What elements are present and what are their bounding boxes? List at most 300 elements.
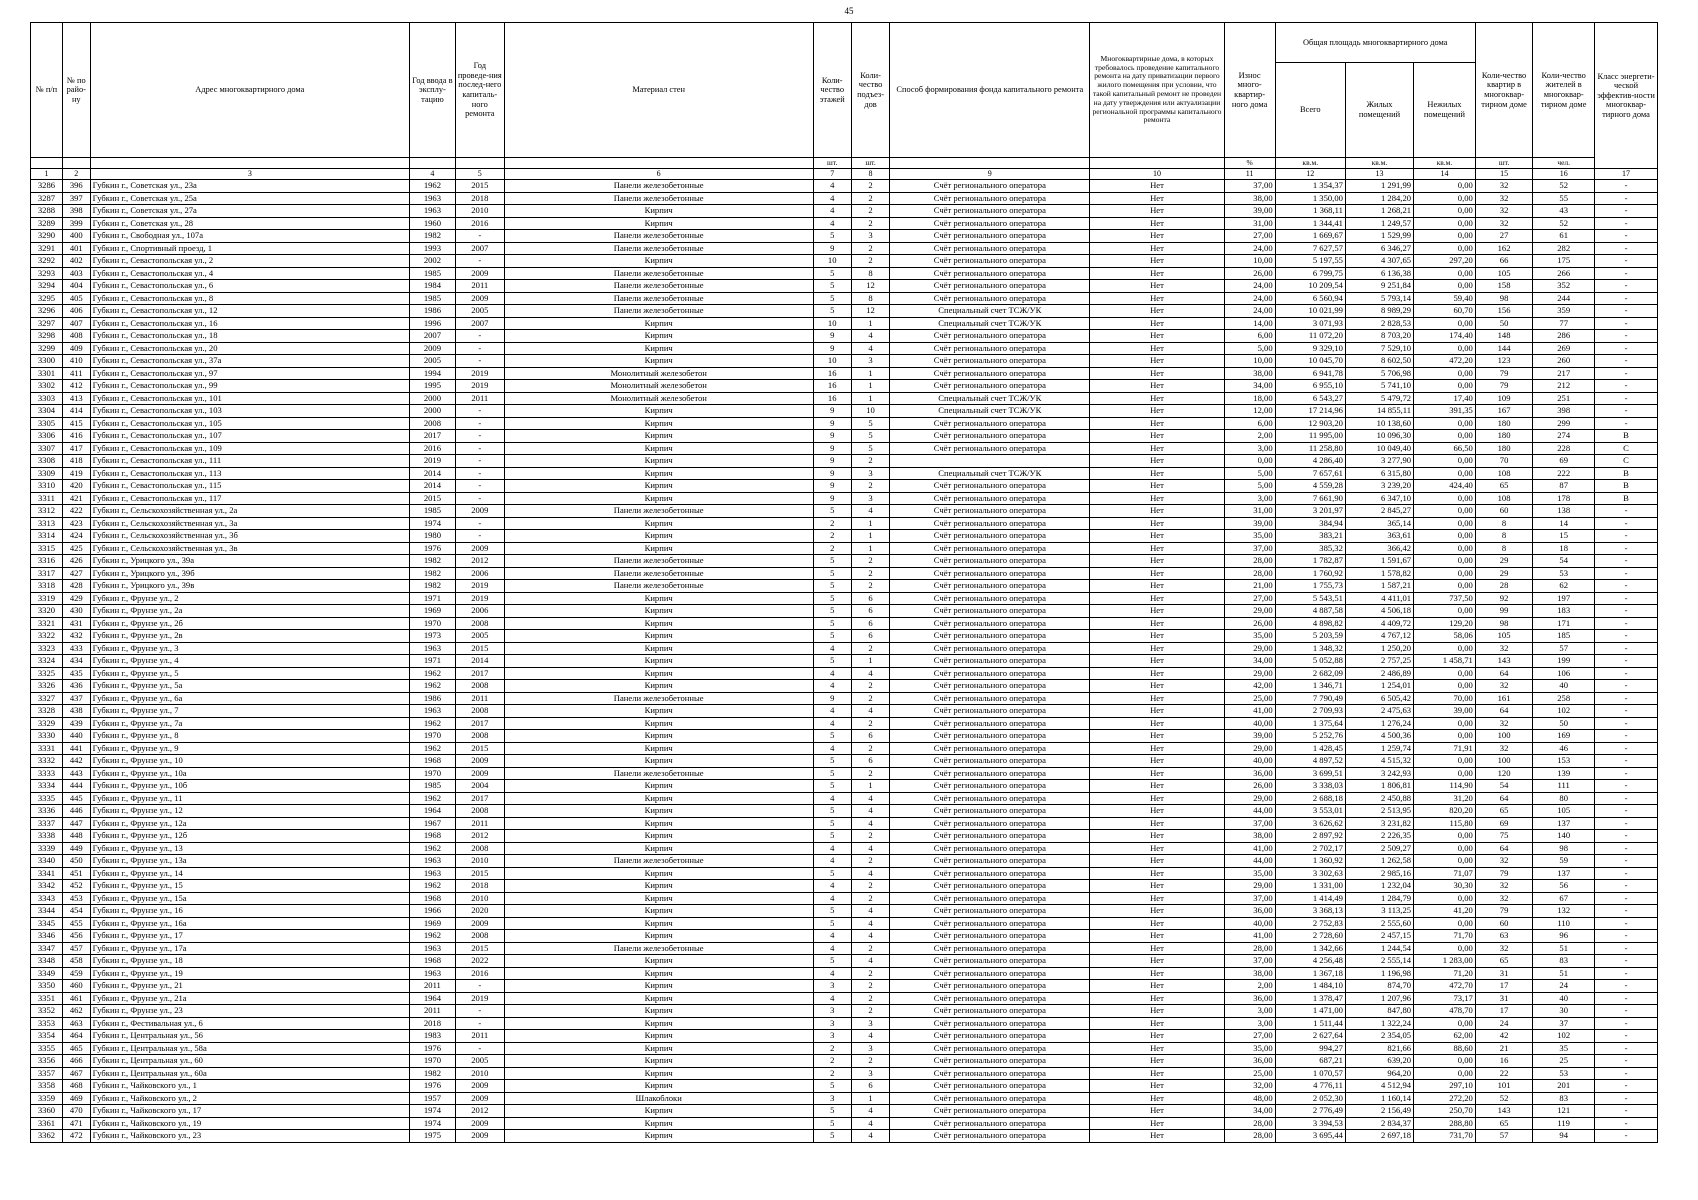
table-row: [31, 755, 1658, 768]
cell-wall-material: Кирпич: [504, 680, 813, 693]
cell-row-number: 3346: [31, 930, 63, 943]
cell-residents: 260: [1533, 355, 1595, 368]
cell-district-number: 471: [62, 1117, 90, 1130]
cell-district-number: 450: [62, 855, 90, 868]
cell-district-number: 468: [62, 1080, 90, 1093]
cell-area-residential: 1 232,04: [1345, 880, 1413, 893]
cell-area-residential: 4 307,65: [1345, 255, 1413, 268]
cell-apartments: 32: [1475, 855, 1532, 868]
cell-wear: 10,00: [1224, 255, 1275, 268]
cell-repair-required: Нет: [1090, 267, 1224, 280]
cell-fund-method: Счёт регионального оператора: [890, 217, 1090, 230]
cell-address: Губкин г., Фестивальная ул., 6: [90, 1017, 409, 1030]
cell-floors: 3: [813, 1092, 851, 1105]
cell-apartments: 92: [1475, 592, 1532, 605]
cell-wall-material: Панели железобетонные: [504, 855, 813, 868]
cell-floors: 5: [813, 767, 851, 780]
cell-wall-material: Кирпич: [504, 742, 813, 755]
cell-area-residential: 3 242,93: [1345, 767, 1413, 780]
cell-apartments: 64: [1475, 667, 1532, 680]
cell-year-built: 1962: [410, 880, 456, 893]
cell-floors: 4: [813, 642, 851, 655]
cell-wall-material: Монолитный железобетон: [504, 367, 813, 380]
unit-entrances: шт.: [851, 158, 889, 169]
cell-repair-required: Нет: [1090, 855, 1224, 868]
cell-wall-material: Кирпич: [504, 1042, 813, 1055]
cell-energy-class: -: [1595, 255, 1658, 268]
cell-district-number: 470: [62, 1105, 90, 1118]
cell-wall-material: Кирпич: [504, 1030, 813, 1043]
cell-wall-material: Монолитный железобетон: [504, 392, 813, 405]
cell-district-number: 447: [62, 817, 90, 830]
cell-energy-class: -: [1595, 505, 1658, 518]
cell-residents: 138: [1533, 505, 1595, 518]
cell-area-residential: 2 985,16: [1345, 867, 1413, 880]
cell-floors: 4: [813, 192, 851, 205]
cell-last-repair-year: 2009: [455, 267, 504, 280]
cell-wear: 26,00: [1224, 617, 1275, 630]
header-repair-required: Многоквартирные дома, в которых требовалось проведение капитального ремонта на дату приватизации первого жилого помещения при условии, что такой капитальный ремонт не проведен на дату утверждения или актуализации региональной программы капитального ремонта: [1090, 23, 1224, 158]
cell-residents: 18: [1533, 542, 1595, 555]
cell-floors: 5: [813, 755, 851, 768]
cell-area-total: 2 052,30: [1275, 1092, 1345, 1105]
cell-repair-required: Нет: [1090, 367, 1224, 380]
cell-entrances: 4: [851, 842, 889, 855]
cell-wear: 35,00: [1224, 630, 1275, 643]
cell-energy-class: -: [1595, 280, 1658, 293]
cell-energy-class: -: [1595, 1117, 1658, 1130]
cell-fund-method: Специальный счет ТСЖ/УК: [890, 392, 1090, 405]
cell-year-built: 1968: [410, 955, 456, 968]
cell-area-nonresidential: 272,20: [1414, 1092, 1476, 1105]
cell-address: Губкин г., Фрунзе ул., 23: [90, 1005, 409, 1018]
cell-repair-required: Нет: [1090, 642, 1224, 655]
cell-area-nonresidential: 0,00: [1414, 555, 1476, 568]
cell-floors: 9: [813, 330, 851, 343]
table-row: [31, 392, 1658, 405]
cell-last-repair-year: -: [455, 480, 504, 493]
cell-floors: 4: [813, 717, 851, 730]
cell-repair-required: Нет: [1090, 1080, 1224, 1093]
cell-district-number: 404: [62, 280, 90, 293]
cell-wall-material: Панели железобетонные: [504, 242, 813, 255]
cell-energy-class: -: [1595, 230, 1658, 243]
cell-area-nonresidential: 1 458,71: [1414, 655, 1476, 668]
cell-area-total: 1 346,71: [1275, 680, 1345, 693]
cell-residents: 132: [1533, 905, 1595, 918]
table-row: [31, 942, 1658, 955]
cell-address: Губкин г., Севастопольская ул., 2: [90, 255, 409, 268]
cell-last-repair-year: 2008: [455, 617, 504, 630]
cell-area-nonresidential: 70,00: [1414, 692, 1476, 705]
cell-area-residential: 6 505,42: [1345, 692, 1413, 705]
cell-residents: 40: [1533, 992, 1595, 1005]
cell-row-number: 3354: [31, 1030, 63, 1043]
cell-floors: 4: [813, 705, 851, 718]
cell-district-number: 459: [62, 967, 90, 980]
cell-wear: 24,00: [1224, 242, 1275, 255]
cell-wear: 36,00: [1224, 1055, 1275, 1068]
cell-fund-method: Счёт регионального оператора: [890, 717, 1090, 730]
cell-residents: 25: [1533, 1055, 1595, 1068]
cell-row-number: 3318: [31, 580, 63, 593]
cell-residents: 222: [1533, 467, 1595, 480]
cell-energy-class: -: [1595, 830, 1658, 843]
cell-district-number: 438: [62, 705, 90, 718]
cell-apartments: 27: [1475, 230, 1532, 243]
cell-entrances: 6: [851, 1080, 889, 1093]
cell-wear: 39,00: [1224, 517, 1275, 530]
cell-residents: 111: [1533, 780, 1595, 793]
cell-energy-class: -: [1595, 1030, 1658, 1043]
cell-wear: 29,00: [1224, 605, 1275, 618]
header-area-group: Общая площадь многоквартирного дома: [1275, 23, 1475, 63]
column-number: 13: [1345, 169, 1413, 180]
cell-area-nonresidential: 0,00: [1414, 467, 1476, 480]
header-column-numbers-row: [31, 169, 1658, 180]
cell-entrances: 5: [851, 442, 889, 455]
cell-year-built: 1962: [410, 742, 456, 755]
cell-repair-required: Нет: [1090, 1130, 1224, 1143]
cell-repair-required: Нет: [1090, 1067, 1224, 1080]
cell-district-number: 406: [62, 305, 90, 318]
cell-apartments: 79: [1475, 905, 1532, 918]
cell-fund-method: Счёт регионального оператора: [890, 892, 1090, 905]
cell-energy-class: -: [1595, 605, 1658, 618]
cell-repair-required: Нет: [1090, 430, 1224, 443]
cell-area-nonresidential: 0,00: [1414, 542, 1476, 555]
cell-wear: 5,00: [1224, 342, 1275, 355]
cell-row-number: 3342: [31, 880, 63, 893]
cell-entrances: 3: [851, 492, 889, 505]
cell-year-built: 1982: [410, 1067, 456, 1080]
table-row: [31, 967, 1658, 980]
cell-floors: 2: [813, 542, 851, 555]
cell-entrances: 2: [851, 642, 889, 655]
cell-address: Губкин г., Фрунзе ул., 13: [90, 842, 409, 855]
cell-district-number: 443: [62, 767, 90, 780]
cell-area-nonresidential: 62,00: [1414, 1030, 1476, 1043]
cell-year-built: 2008: [410, 417, 456, 430]
cell-wear: 29,00: [1224, 667, 1275, 680]
table-row: [31, 592, 1658, 605]
cell-area-nonresidential: 0,00: [1414, 667, 1476, 680]
cell-wall-material: Кирпич: [504, 405, 813, 418]
cell-apartments: 32: [1475, 892, 1532, 905]
cell-address: Губкин г., Чайковского ул., 19: [90, 1117, 409, 1130]
cell-apartments: 108: [1475, 492, 1532, 505]
cell-district-number: 422: [62, 505, 90, 518]
cell-apartments: 31: [1475, 967, 1532, 980]
cell-wall-material: Кирпич: [504, 880, 813, 893]
cell-repair-required: Нет: [1090, 1017, 1224, 1030]
cell-year-built: 1968: [410, 830, 456, 843]
cell-year-built: 1962: [410, 930, 456, 943]
cell-floors: 4: [813, 855, 851, 868]
cell-fund-method: Счёт регионального оператора: [890, 842, 1090, 855]
cell-energy-class: -: [1595, 880, 1658, 893]
cell-apartments: 21: [1475, 1042, 1532, 1055]
cell-floors: 5: [813, 305, 851, 318]
cell-residents: 105: [1533, 805, 1595, 818]
cell-energy-class: -: [1595, 1042, 1658, 1055]
cell-entrances: 4: [851, 955, 889, 968]
cell-district-number: 466: [62, 1055, 90, 1068]
cell-wall-material: Панели железобетонные: [504, 942, 813, 955]
cell-repair-required: Нет: [1090, 605, 1224, 618]
cell-area-residential: 10 096,30: [1345, 430, 1413, 443]
cell-entrances: 2: [851, 742, 889, 755]
cell-area-residential: 2 697,18: [1345, 1130, 1413, 1143]
cell-floors: 5: [813, 730, 851, 743]
housing-register-table: [30, 22, 1658, 1143]
cell-residents: 352: [1533, 280, 1595, 293]
cell-energy-class: -: [1595, 805, 1658, 818]
cell-address: Губкин г., Чайковского ул., 17: [90, 1105, 409, 1118]
cell-last-repair-year: -: [455, 330, 504, 343]
cell-floors: 5: [813, 955, 851, 968]
cell-address: Губкин г., Советская ул., 27а: [90, 205, 409, 218]
cell-repair-required: Нет: [1090, 330, 1224, 343]
cell-row-number: 3339: [31, 842, 63, 855]
cell-year-built: 1964: [410, 805, 456, 818]
cell-apartments: 65: [1475, 805, 1532, 818]
cell-energy-class: -: [1595, 267, 1658, 280]
cell-area-nonresidential: 71,20: [1414, 967, 1476, 980]
cell-apartments: 79: [1475, 380, 1532, 393]
cell-residents: 137: [1533, 817, 1595, 830]
cell-floors: 5: [813, 280, 851, 293]
cell-area-nonresidential: 0,00: [1414, 317, 1476, 330]
cell-row-number: 3301: [31, 367, 63, 380]
cell-wear: 3,00: [1224, 1005, 1275, 1018]
cell-residents: 83: [1533, 1092, 1595, 1105]
cell-area-total: 11 072,20: [1275, 330, 1345, 343]
cell-repair-required: Нет: [1090, 1055, 1224, 1068]
cell-entrances: 6: [851, 630, 889, 643]
cell-repair-required: Нет: [1090, 242, 1224, 255]
cell-floors: 16: [813, 392, 851, 405]
cell-area-residential: 10 138,60: [1345, 417, 1413, 430]
cell-entrances: 2: [851, 717, 889, 730]
cell-row-number: 3335: [31, 792, 63, 805]
cell-last-repair-year: 2010: [455, 892, 504, 905]
cell-residents: 140: [1533, 830, 1595, 843]
cell-fund-method: Счёт регионального оператора: [890, 542, 1090, 555]
cell-fund-method: Счёт регионального оператора: [890, 530, 1090, 543]
cell-address: Губкин г., Фрунзе ул., 16: [90, 905, 409, 918]
table-row: [31, 292, 1658, 305]
cell-area-nonresidential: 0,00: [1414, 380, 1476, 393]
cell-entrances: 12: [851, 305, 889, 318]
cell-energy-class: -: [1595, 955, 1658, 968]
cell-entrances: 8: [851, 267, 889, 280]
cell-fund-method: Счёт регионального оператора: [890, 905, 1090, 918]
cell-area-residential: 4 767,12: [1345, 630, 1413, 643]
cell-wall-material: Кирпич: [504, 655, 813, 668]
cell-year-built: 2014: [410, 480, 456, 493]
cell-district-number: 467: [62, 1067, 90, 1080]
cell-row-number: 3351: [31, 992, 63, 1005]
cell-energy-class: -: [1595, 330, 1658, 343]
cell-area-nonresidential: 478,70: [1414, 1005, 1476, 1018]
cell-residents: 251: [1533, 392, 1595, 405]
cell-residents: 183: [1533, 605, 1595, 618]
cell-entrances: 2: [851, 455, 889, 468]
cell-wear: 28,00: [1224, 1117, 1275, 1130]
cell-wear: 29,00: [1224, 642, 1275, 655]
cell-entrances: 3: [851, 1067, 889, 1080]
cell-residents: 56: [1533, 880, 1595, 893]
cell-entrances: 2: [851, 830, 889, 843]
cell-area-residential: 1 249,57: [1345, 217, 1413, 230]
cell-entrances: 4: [851, 867, 889, 880]
cell-fund-method: Счёт регионального оператора: [890, 367, 1090, 380]
cell-fund-method: Счёт регионального оператора: [890, 1080, 1090, 1093]
cell-address: Губкин г., Центральная ул., 58а: [90, 1042, 409, 1055]
cell-wear: 38,00: [1224, 967, 1275, 980]
cell-row-number: 3293: [31, 267, 63, 280]
cell-area-nonresidential: 250,70: [1414, 1105, 1476, 1118]
cell-fund-method: Счёт регионального оператора: [890, 1005, 1090, 1018]
table-row: [31, 980, 1658, 993]
cell-area-total: 5 197,55: [1275, 255, 1345, 268]
cell-row-number: 3292: [31, 255, 63, 268]
cell-area-nonresidential: 0,00: [1414, 230, 1476, 243]
cell-wear: 40,00: [1224, 717, 1275, 730]
cell-row-number: 3324: [31, 655, 63, 668]
table-row: [31, 467, 1658, 480]
cell-area-nonresidential: 0,00: [1414, 455, 1476, 468]
cell-area-residential: 4 411,01: [1345, 592, 1413, 605]
table-row: [31, 642, 1658, 655]
cell-fund-method: Счёт регионального оператора: [890, 342, 1090, 355]
cell-row-number: 3295: [31, 292, 63, 305]
cell-repair-required: Нет: [1090, 867, 1224, 880]
cell-address: Губкин г., Фрунзе ул., 10а: [90, 767, 409, 780]
cell-wall-material: Кирпич: [504, 517, 813, 530]
cell-address: Губкин г., Севастопольская ул., 107: [90, 430, 409, 443]
cell-address: Губкин г., Сельскохозяйственная ул., 2а: [90, 505, 409, 518]
cell-area-total: 1 511,44: [1275, 1017, 1345, 1030]
cell-area-nonresidential: 60,70: [1414, 305, 1476, 318]
cell-last-repair-year: 2009: [455, 505, 504, 518]
cell-apartments: 66: [1475, 255, 1532, 268]
cell-year-built: 1971: [410, 655, 456, 668]
cell-wear: 37,00: [1224, 892, 1275, 905]
table-row: [31, 1080, 1658, 1093]
cell-energy-class: -: [1595, 367, 1658, 380]
cell-address: Губкин г., Чайковского ул., 2: [90, 1092, 409, 1105]
cell-area-nonresidential: 737,50: [1414, 592, 1476, 605]
cell-wear: 41,00: [1224, 930, 1275, 943]
cell-floors: 4: [813, 892, 851, 905]
cell-district-number: 465: [62, 1042, 90, 1055]
cell-area-nonresidential: 0,00: [1414, 942, 1476, 955]
cell-area-residential: 5 741,10: [1345, 380, 1413, 393]
cell-wall-material: Кирпич: [504, 1080, 813, 1093]
cell-area-total: 3 394,53: [1275, 1117, 1345, 1130]
cell-wear: 37,00: [1224, 955, 1275, 968]
cell-fund-method: Счёт регионального оператора: [890, 692, 1090, 705]
cell-area-total: 1 344,41: [1275, 217, 1345, 230]
cell-fund-method: Счёт регионального оператора: [890, 1067, 1090, 1080]
cell-last-repair-year: 2009: [455, 917, 504, 930]
cell-apartments: 50: [1475, 317, 1532, 330]
table-row: [31, 380, 1658, 393]
table-row: [31, 705, 1658, 718]
table-row: [31, 517, 1658, 530]
header-wear: Износ много-квартир-ного дома: [1224, 23, 1275, 158]
cell-area-total: 1 354,37: [1275, 180, 1345, 193]
cell-wear: 34,00: [1224, 1105, 1275, 1118]
cell-residents: 46: [1533, 742, 1595, 755]
cell-year-built: 1982: [410, 580, 456, 593]
cell-area-nonresidential: 0,00: [1414, 855, 1476, 868]
cell-energy-class: -: [1595, 542, 1658, 555]
cell-floors: 4: [813, 180, 851, 193]
cell-floors: 4: [813, 842, 851, 855]
cell-repair-required: Нет: [1090, 567, 1224, 580]
cell-fund-method: Счёт регионального оператора: [890, 205, 1090, 218]
cell-area-nonresidential: 129,20: [1414, 617, 1476, 630]
cell-wall-material: Кирпич: [504, 717, 813, 730]
cell-row-number: 3315: [31, 542, 63, 555]
cell-area-residential: 1 284,79: [1345, 892, 1413, 905]
cell-wall-material: Кирпич: [504, 542, 813, 555]
cell-row-number: 3308: [31, 455, 63, 468]
cell-address: Губкин г., Свободная ул., 107а: [90, 230, 409, 243]
cell-apartments: 22: [1475, 1067, 1532, 1080]
cell-entrances: 1: [851, 542, 889, 555]
cell-area-total: 7 790,49: [1275, 692, 1345, 705]
cell-last-repair-year: 2015: [455, 742, 504, 755]
table-row: [31, 867, 1658, 880]
cell-repair-required: Нет: [1090, 830, 1224, 843]
column-number: 9: [890, 169, 1090, 180]
cell-address: Губкин г., Фрунзе ул., 16а: [90, 917, 409, 930]
cell-entrances: 6: [851, 755, 889, 768]
cell-area-total: 2 728,60: [1275, 930, 1345, 943]
table-row: [31, 742, 1658, 755]
cell-row-number: 3331: [31, 742, 63, 755]
cell-last-repair-year: 2011: [455, 817, 504, 830]
cell-entrances: 1: [851, 380, 889, 393]
table-row: [31, 830, 1658, 843]
cell-wall-material: Кирпич: [504, 317, 813, 330]
table-row: [31, 767, 1658, 780]
cell-wear: 34,00: [1224, 655, 1275, 668]
cell-area-total: 4 898,82: [1275, 617, 1345, 630]
cell-year-built: 1962: [410, 717, 456, 730]
cell-row-number: 3361: [31, 1117, 63, 1130]
cell-fund-method: Счёт регионального оператора: [890, 1055, 1090, 1068]
cell-wear: 37,00: [1224, 542, 1275, 555]
header-fund-method: Способ формирования фонда капитального ремонта: [890, 23, 1090, 158]
cell-floors: 5: [813, 267, 851, 280]
cell-area-residential: 1 244,54: [1345, 942, 1413, 955]
cell-address: Губкин г., Севастопольская ул., 20: [90, 342, 409, 355]
cell-year-built: 1970: [410, 767, 456, 780]
cell-energy-class: -: [1595, 717, 1658, 730]
cell-wall-material: Кирпич: [504, 417, 813, 430]
cell-area-total: 3 071,93: [1275, 317, 1345, 330]
cell-repair-required: Нет: [1090, 355, 1224, 368]
cell-energy-class: -: [1595, 930, 1658, 943]
cell-area-nonresidential: 0,00: [1414, 1055, 1476, 1068]
cell-fund-method: Счёт регионального оператора: [890, 767, 1090, 780]
cell-district-number: 431: [62, 617, 90, 630]
